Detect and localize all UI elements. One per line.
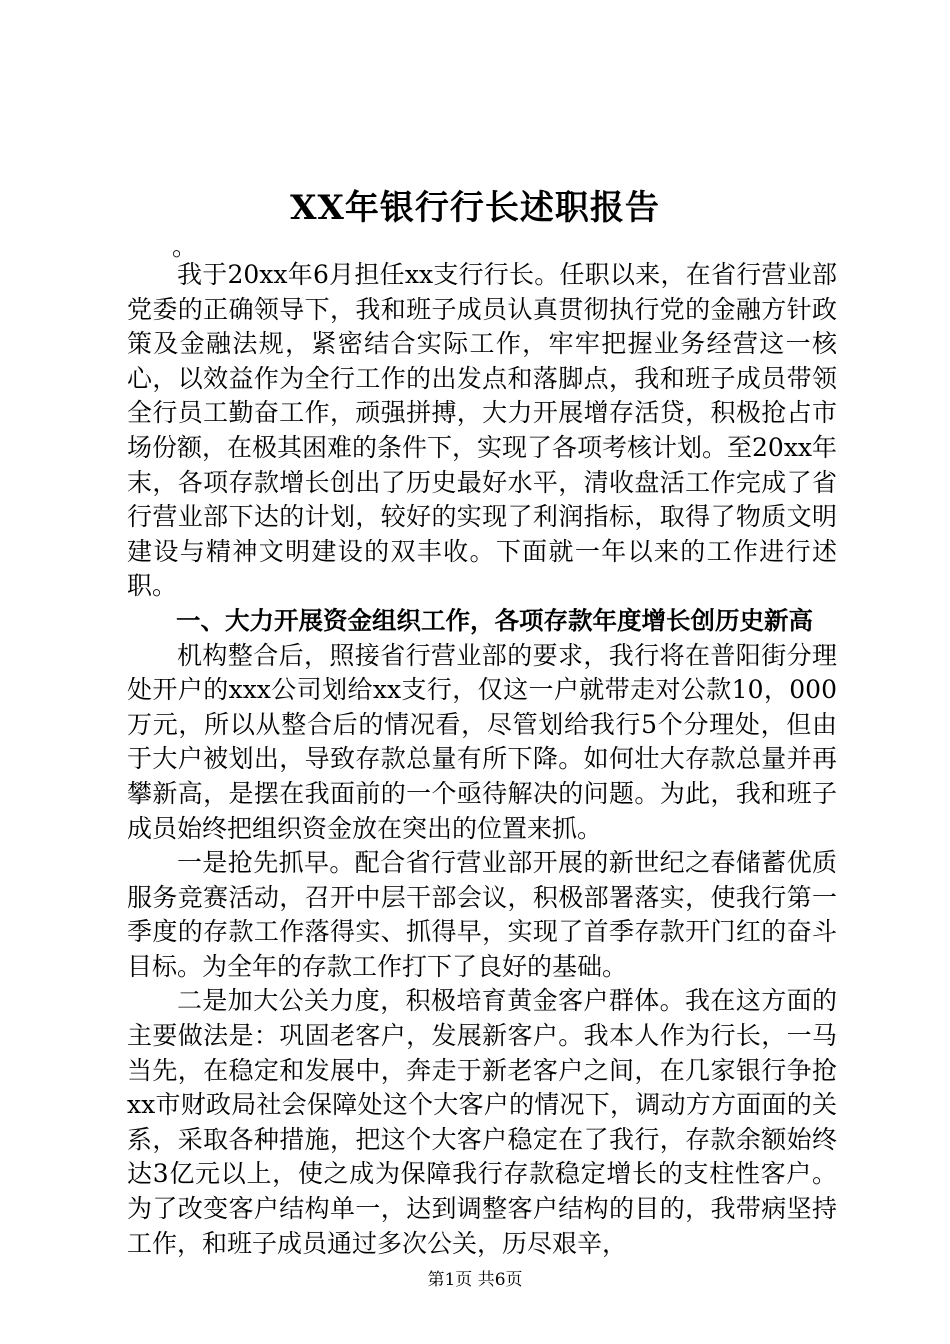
document-body bbox=[127, 232, 838, 1261]
paragraph-leading-mark: 。 bbox=[172, 232, 198, 261]
document-title: XX年银行行长述职报告 bbox=[290, 188, 660, 228]
paragraph-point-1: 一是抢先抓早。配合省行营业部开展的新世纪之春储蓄优质服务竞赛活动，召开中层干部会议，积极部署落实，使我行第一季度的存款工作落得实、抓得早，实现了首季存款开门红的奋斗目标。为全年的存款工作打下了良好的基础。 bbox=[127, 848, 837, 981]
paragraph-intro: 我于20xx年6月担任xx支行行长。任职以来，在省行营业部党委的正确领导下，我和班子成员认真贯彻执行党的金融方针政策及金融法规，紧密结合实际工作，牢牢把握业务经营这一核心，以效益作为全行工作的出发点和落脚点，我和班子成员带领全行员工勤奋工作，顽强拼搏，大力开展增存活贷，积极抢占市场份额，在极其困难的条件下，实现了各项考核计划。至20xx年末，各项存款增长创出了历史最好水平，清收盘活工作完成了省行营业部下达的计划，较好的实现了利润指标，取得了物质文明建设与精神文明建设的双丰收。下面就一年以来的工作进行述职。 bbox=[127, 260, 838, 601]
paragraph-section-1-intro: 机构整合后，照接省行营业部的要求，我行将在普阳街分理处开户的xxx公司划给xx支行，仅这一户就带走对公款10，000万元，所以从整合后的情况看，尽管划给我行5个分理处，但由于大户被划出，导致存款总量有所下降。如何壮大存款总量并再攀新高，是摆在我面前的一个亟待解决的问题。为此，我和班子成员始终把组织资金放在突出的位置来抓。 bbox=[127, 640, 837, 843]
section-heading-1: 一、大力开展资金组织工作，各项存款年度增长创历史新高 bbox=[176, 605, 813, 635]
paragraph-point-2: 二是加大公关力度，积极培育黄金客户群体。我在这方面的主要做法是：巩固老客户，发展新客户。我本人作为行长，一马当先，在稳定和发展中，奔走于新老客户之间，在几家银行争抢xx市财政局社会保障处这个大客户的情况下，调动方方面面的关系，采取各种措施，把这个大客户稳定在了我行，存款余额始终达3亿元以上，使之成为保障我行存款稳定增长的支柱性客户。为了改变客户结构单一，达到调整客户结构的目的，我带病坚持工作，和班子成员通过多次公关，历尽艰辛， bbox=[127, 986, 837, 1258]
page-number-footer: 第1页 共6页 bbox=[427, 1270, 523, 1290]
